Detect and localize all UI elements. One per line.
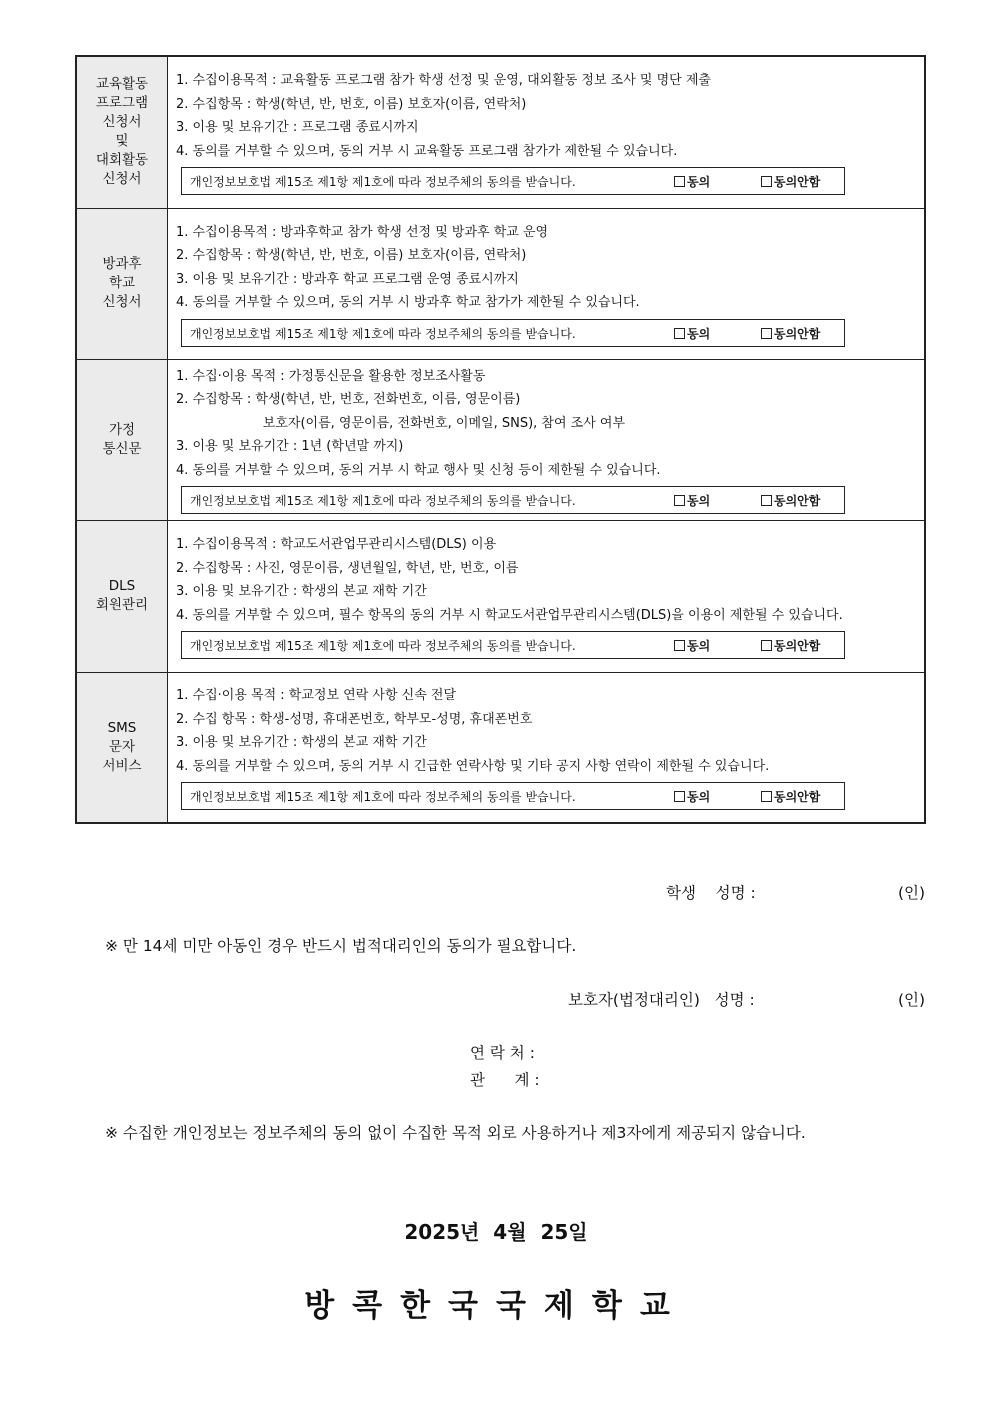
section-label: 교육활동 프로그램 신청서 및 대회활동 신청서 <box>95 76 149 188</box>
minor-notice: ※ 만 14세 미만 아동인 경우 반드시 법적대리인의 동의가 필요합니다. <box>105 937 577 955</box>
section-body <box>168 520 926 672</box>
consent-law-text: 개인정보보호법 제15조 제1항 제1호에 따라 정보주체의 동의를 받습니다. <box>190 175 576 190</box>
disagree-checkbox[interactable]: 동의안함 <box>761 325 820 342</box>
section-line: 3. 이용 및 보유기간 : 프로그램 종료시까지 <box>176 120 419 136</box>
section-line: 3. 이용 및 보유기간 : 학생의 본교 재학 기간 <box>176 584 427 599</box>
checkbox-icon <box>674 328 685 339</box>
section-label: DLS 회원관리 <box>95 578 149 613</box>
section-body <box>168 359 926 520</box>
checkbox-icon <box>761 640 772 651</box>
disagree-checkbox[interactable]: 동의안함 <box>761 492 820 509</box>
checkbox-icon <box>761 176 772 187</box>
disagree-checkbox[interactable]: 동의안함 <box>761 637 820 654</box>
contact-label: 연 락 처 : <box>470 1044 535 1062</box>
section-line: 1. 수집·이용 목적 : 가정통신문을 활용한 정보조사활동 <box>176 368 486 384</box>
checkbox-icon <box>674 640 685 651</box>
checkbox-icon <box>761 328 772 339</box>
section-line: 3. 이용 및 보유기간 : 1년 (학년말 까지) <box>176 439 404 455</box>
section-label-cell <box>76 208 168 359</box>
section-line: 4. 동의를 거부할 수 있으며, 동의 거부 시 교육활동 프로그램 참가가 제한될 수 있습니다. <box>176 143 678 159</box>
section-line: 2. 수집항목 : 학생(학년, 반, 번호, 이름) 보호자(이름, 연락처) <box>176 248 527 263</box>
section-line: 4. 동의를 거부할 수 있으며, 동의 거부 시 긴급한 연락사항 및 기타 공지 사항 연락이 제한될 수 있습니다. <box>176 758 770 774</box>
section-line: 4. 동의를 거부할 수 있으며, 동의 거부 시 학교 행사 및 신청 등이 제한될 수 있습니다. <box>176 462 661 478</box>
section-line: 2. 수집항목 : 학생(학년, 반, 번호, 전화번호, 이름, 영문이름) <box>176 392 521 408</box>
section-line: 1. 수집이용목적 : 방과후학교 참가 학생 선정 및 방과후 학교 운영 <box>176 224 549 240</box>
section-line: 2. 수집 항목 : 학생-성명, 휴대폰번호, 학부모-성명, 휴대폰번호 <box>176 711 533 727</box>
section-line: 3. 이용 및 보유기간 : 학생의 본교 재학 기간 <box>176 735 427 751</box>
guardian-seal: (인) <box>898 991 926 1009</box>
section-body <box>168 208 926 359</box>
section-label: 가정 통신문 <box>102 421 142 457</box>
agree-checkbox[interactable]: 동의 <box>674 173 710 190</box>
agree-checkbox[interactable]: 동의 <box>674 492 710 509</box>
consent-box <box>181 167 845 195</box>
student-name-label: 학생 성명 : <box>666 884 756 902</box>
agree-checkbox[interactable]: 동의 <box>674 788 710 805</box>
section-line: 2. 수집항목 : 사진, 영문이름, 생년월일, 학년, 반, 번호, 이름 <box>176 560 519 576</box>
section-row <box>76 672 925 823</box>
section-label: 방과후 학교 신청서 <box>102 256 142 310</box>
section-row <box>76 359 925 520</box>
consent-box <box>181 782 845 810</box>
section-line: 1. 수집·이용 목적 : 학교정보 연락 사항 신속 전달 <box>176 688 457 704</box>
section-line: 1. 수집이용목적 : 학교도서관업무관리시스템(DLS) 이용 <box>176 537 497 552</box>
section-label-cell <box>76 56 168 208</box>
section-label-cell <box>76 672 168 823</box>
section-body <box>168 56 926 208</box>
consent-box <box>181 319 845 347</box>
checkbox-icon <box>761 791 772 802</box>
section-row <box>76 208 925 359</box>
agree-checkbox[interactable]: 동의 <box>674 637 710 654</box>
disagree-checkbox[interactable]: 동의안함 <box>761 788 820 805</box>
consent-box <box>181 631 845 659</box>
checkbox-icon <box>674 791 685 802</box>
document-date: 2025년 4월 25일 <box>404 1220 588 1244</box>
checkbox-icon <box>674 495 685 506</box>
guardian-name-label: 보호자(법정대리인) 성명 : <box>568 991 755 1009</box>
section-row <box>76 56 925 208</box>
disagree-checkbox[interactable]: 동의안함 <box>761 173 820 190</box>
consent-table <box>75 55 926 824</box>
section-label-cell <box>76 359 168 520</box>
section-line: 보호자(이름, 영문이름, 전화번호, 이메일, SNS), 참여 조사 여부 <box>176 415 626 431</box>
consent-law-text: 개인정보보호법 제15조 제1항 제1호에 따라 정보주체의 동의를 받습니다. <box>190 790 576 805</box>
student-seal: (인) <box>898 884 926 902</box>
section-line: 4. 동의를 거부할 수 있으며, 필수 항목의 동의 거부 시 학교도서관업무관리시스템(DLS)을 이용이 제한될 수 있습니다. <box>176 607 843 623</box>
consent-law-text: 개인정보보호법 제15조 제1항 제1호에 따라 정보주체의 동의를 받습니다. <box>190 326 576 341</box>
section-label: SMS 문자 서비스 <box>102 719 142 774</box>
consent-law-text: 개인정보보호법 제15조 제1항 제1호에 따라 정보주체의 동의를 받습니다. <box>190 494 576 509</box>
section-label-cell <box>76 520 168 672</box>
school-name: 방콕한국국제학교 <box>304 1288 688 1324</box>
relation-label: 관 계 : <box>470 1071 540 1089</box>
section-body <box>168 672 926 823</box>
consent-box <box>181 486 845 514</box>
section-line: 4. 동의를 거부할 수 있으며, 동의 거부 시 방과후 학교 참가가 제한될 수 있습니다. <box>176 295 640 310</box>
checkbox-icon <box>674 176 685 187</box>
section-line: 1. 수집이용목적 : 교육활동 프로그램 참가 학생 선정 및 운영, 대외활동 정보 조사 및 명단 제출 <box>176 73 711 89</box>
section-line: 3. 이용 및 보유기간 : 방과후 학교 프로그램 운영 종료시까지 <box>176 271 519 287</box>
privacy-notice: ※ 수집한 개인정보는 정보주체의 동의 없이 수집한 목적 외로 사용하거나 제3자에게 제공되지 않습니다. <box>105 1124 806 1142</box>
agree-checkbox[interactable]: 동의 <box>674 325 710 342</box>
consent-law-text: 개인정보보호법 제15조 제1항 제1호에 따라 정보주체의 동의를 받습니다. <box>190 639 576 653</box>
section-row <box>76 520 925 672</box>
section-line: 2. 수집항목 : 학생(학년, 반, 번호, 이름) 보호자(이름, 연락처) <box>176 96 527 112</box>
checkbox-icon <box>761 495 772 506</box>
